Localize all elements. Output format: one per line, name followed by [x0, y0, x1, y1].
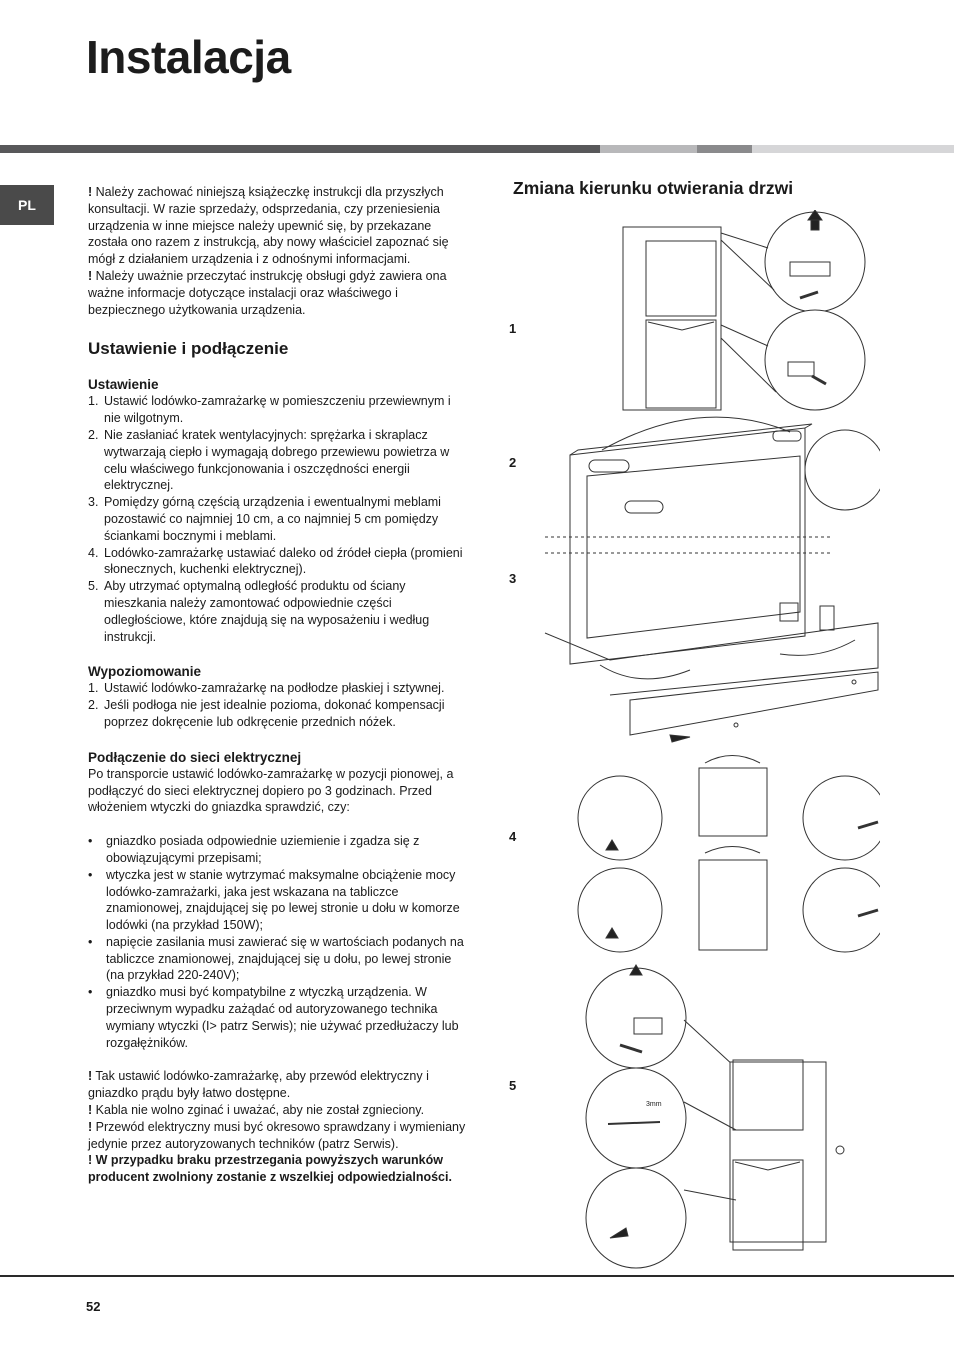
intro-paragraph-2: ! Należy uważnie przeczytać instrukcję obsługi gdyż zawiera ona ważne informacje dotyczące instalacji oraz właściwego i bezpiecznego użytkowania urządzenia. [88, 268, 447, 317]
header-bar-pale [752, 145, 954, 153]
podlaczenie-checklist [88, 833, 470, 1051]
warning-mark: ! [88, 185, 93, 199]
footer-rule [0, 1275, 954, 1277]
list-item: 5. Aby utrzymać optymalną odległość produktu od ściany mieszkania należy zamontować odpowiednie części odległościowe, które znajdują się na wyposażeniu i według instrukcji. [88, 579, 430, 644]
list-item: 3. Pomiędzy górną częścią urządzenia i ewentualnymi meblami pozostawić co najmniej 10 cm, a co najmniej 5 cm pomiędzy ściankami bocznymi i meblami. [88, 495, 441, 543]
step-1-illustration [623, 210, 865, 410]
header-bar-mid [697, 145, 752, 153]
warning-paragraph: ! Tak ustawić lodówko-zamrażarkę, aby przewód elektryczny i gniazdko prądu były łatwo dostępne. [88, 1069, 429, 1101]
list-item: 2. Jeśli podłoga nie jest idealnie pozioma, dokonać kompensacji poprzez dokręcenie lub odkręcenie przednich nóżek. [88, 698, 445, 729]
mm-label: 3mm [646, 1101, 662, 1108]
warning-mark: ! [88, 268, 93, 283]
header-bar-dark [0, 145, 600, 153]
step-2-3-illustration [545, 417, 880, 742]
wypoziomowanie-list [88, 680, 470, 730]
list-item: • napięcie zasilania musi zawierać się w wartościach podanych na tabliczce znamionowej, znajdującej się u dołu, po lewej stronie (na przykład 220-240V); [88, 934, 464, 983]
step-5-illustration [586, 965, 844, 1268]
language-tab: PL [0, 185, 54, 225]
door-section-title: Zmiana kierunku otwierania drzwi [513, 178, 794, 198]
page-number: 52 [86, 1299, 101, 1314]
list-item: 1. Ustawić lodówko-zamrażarkę w pomieszczeniu przewiewnym i nie wilgotnym. [88, 394, 451, 426]
list-item: • wtyczka jest w stanie wytrzymać maksymalne obciążenie mocy lodówko-zamrażarki, jaka jest wskazana na tabliczce znamionowej, znajdującej się po lewej stronie u dołu w komorze lodówki (na przykład 150W); [88, 867, 460, 933]
step-number-4: 4 [509, 829, 517, 844]
list-item: 4. Lodówko-zamrażarkę ustawiać daleko od źródeł ciepła (promieni słonecznych, kuchenki elektrycznej). [88, 545, 463, 577]
warning-paragraph: ! Przewód elektryczny musi być okresowo sprawdzany i wymieniany jedynie przez autoryzowanych techników (patrz Serwis). [88, 1119, 466, 1151]
step-number-2: 2 [509, 455, 517, 470]
list-item: • gniazdko musi być kompatybilne z wtyczką urządzenia. W przeciwnym wypadku zażądać od autoryzowanego technika wymiany wtyczki (I> patrz Serwis); nie używać przedłużaczy lub rozgałężników. [88, 985, 459, 1050]
ustawienie-list [88, 393, 470, 645]
step-number-5: 5 [509, 1078, 517, 1093]
step-number-1: 1 [509, 321, 517, 336]
header-bar-light [600, 145, 697, 153]
section-heading: Ustawienie i podłączenie [88, 339, 289, 359]
installation-text-column [88, 184, 470, 1186]
list-item: 1. Ustawić lodówko-zamrażarkę na podłodze płaskiej i sztywnej. [88, 681, 445, 696]
list-item: 2. Nie zasłaniać kratek wentylacyjnych: sprężarka i skraplacz wytwarzają ciepło i wymagają dobrego przewiewu powietrza w celu właściwego funkcjonowania i oszczędności energii elektrycznej. [88, 427, 450, 493]
subheading-podlaczenie: Podłączenie do sieci elektrycznej [88, 749, 302, 765]
subheading-wypoziomowanie: Wypoziomowanie [88, 664, 202, 680]
step-number-3: 3 [509, 571, 517, 586]
page-title: Instalacja [86, 31, 291, 83]
liability-warning: ! W przypadku braku przestrzegania powyższych warunków producent zwolniony zostanie z wszelkiej odpowiedzialności. [88, 1153, 452, 1185]
warning-paragraph: ! Kabla nie wolno zginać i uważać, aby nie został zgnieciony. [88, 1103, 425, 1118]
door-reversal-diagram [520, 210, 880, 1270]
step-4-illustration [578, 756, 880, 953]
podlaczenie-intro: Po transporcie ustawić lodówko-zamrażarkę w pozycji pionowej, a podłączyć do sieci elektrycznej dopiero po 3 godzinach. Przed włożeniem wtyczki do gniazdka sprawdzić, czy: [88, 766, 454, 815]
list-item: • gniazdko posiada odpowiednie uziemienie i zgadza się z obowiązującymi przepisami; [88, 834, 420, 865]
subheading-ustawienie: Ustawienie [88, 377, 159, 393]
intro-paragraph-1: ! Należy zachować niniejszą książeczkę instrukcji dla przyszłych konsultacji. W razie sprzedaży, odsprzedania, czy przeniesienia urządzenia w inne miejsce należy upewnić się, by przekazane została ono razem z instrukcją, aby nowy właściciel zapoznać się mógł z działaniem urządzenia i z odnośnymi informacjami. [88, 185, 449, 267]
